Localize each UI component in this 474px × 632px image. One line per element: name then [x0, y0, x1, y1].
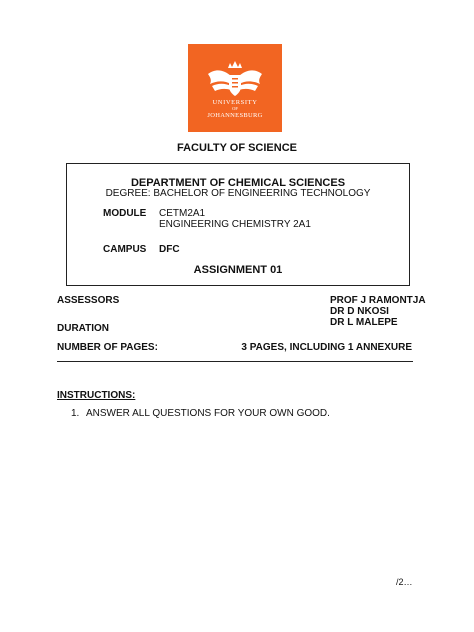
module-name: ENGINEERING CHEMISTRY 2A1 — [159, 219, 311, 230]
assessor-name: DR L MALEPE — [330, 317, 398, 328]
pages-label: NUMBER OF PAGES: — [57, 342, 158, 353]
university-logo — [188, 44, 282, 132]
assessor-name: PROF J RAMONTJA — [330, 295, 426, 306]
instructions-title: INSTRUCTIONS: — [57, 390, 136, 401]
campus-value: DFC — [159, 244, 180, 255]
module-code: CETM2A1 — [159, 208, 206, 219]
duration-label: DURATION — [57, 323, 110, 334]
logo-text-johannesburg: JOHANNESBURG — [207, 112, 263, 119]
campus-label: CAMPUS — [103, 244, 147, 255]
department-title: DEPARTMENT OF CHEMICAL SCIENCES — [130, 177, 346, 189]
assessor-name: DR D NKOSI — [330, 306, 389, 317]
divider-line — [57, 361, 413, 362]
degree-title: DEGREE: BACHELOR OF ENGINEERING TECHNOLOGY — [105, 188, 371, 199]
logo-text-university: UNIVERSITY — [212, 99, 258, 106]
assessors-label: ASSESSORS — [57, 295, 120, 306]
module-label: MODULE — [103, 208, 147, 219]
faculty-title: FACULTY OF SCIENCE — [177, 142, 297, 154]
course-info-box — [66, 163, 410, 286]
instruction-text: ANSWER ALL QUESTIONS FOR YOUR OWN GOOD. — [86, 408, 330, 419]
pages-value: 3 PAGES, INCLUDING 1 ANNEXURE — [241, 342, 412, 353]
instruction-number: 1. — [71, 408, 80, 419]
next-page-indicator: /2… — [396, 577, 413, 587]
assignment-title: ASSIGNMENT 01 — [193, 264, 283, 276]
logo-text-of: OF — [232, 106, 238, 111]
